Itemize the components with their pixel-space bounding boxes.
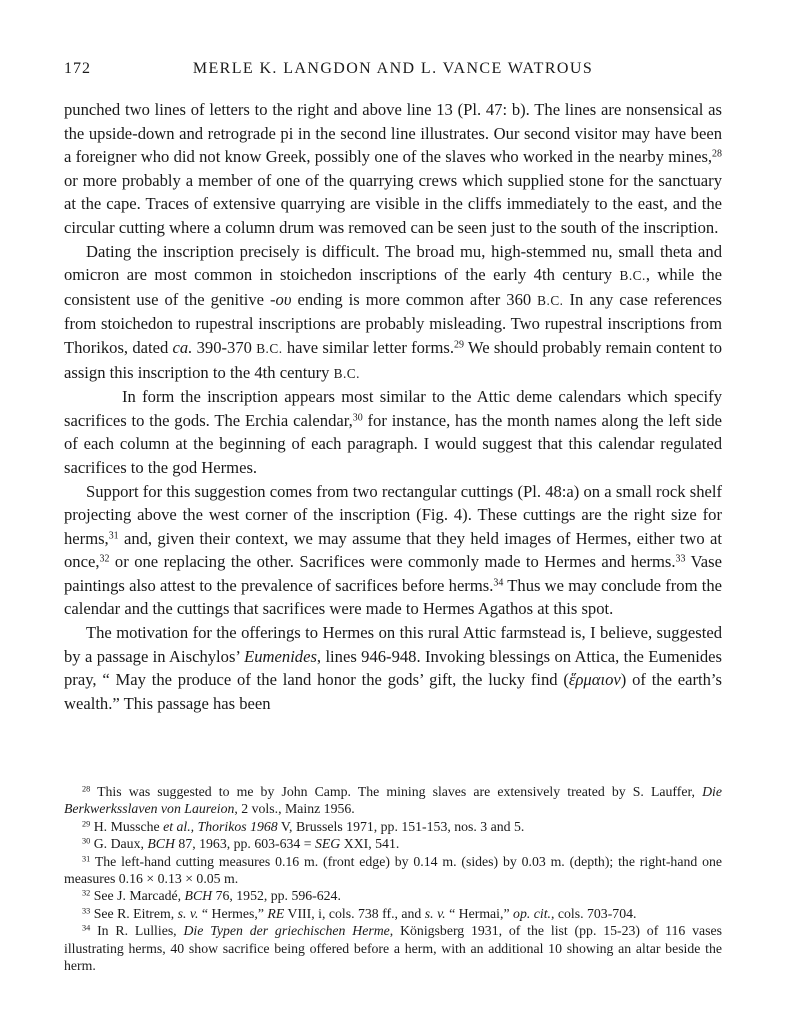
text-run: punched two lines of letters to the right and above line 13 (Pl. 47: b). The lines are nonsensical as the upside-down and retrograde pi in the second line illustrates. Our second visitor may have been a foreigner who did not know Greek, possibly one of the slaves who worked in the nearby mines, xyxy=(64,100,722,167)
text-run: Dating the inscription precisely is difficult. The broad mu, high-stemmed nu, small theta and omicron are most common in stoichedon inscriptions of the early 4th century xyxy=(64,241,722,285)
italic-text: SEG xyxy=(314,836,341,852)
paragraph xyxy=(64,98,722,240)
text-run: Thus we may conclude from the calendar and the cuttings that sacrifices were made to Hermes Agathos at this spot. xyxy=(64,575,722,619)
footnotes xyxy=(64,783,722,974)
text-run: and, given their context, we may assume that they held images of Hermes, either two at once, xyxy=(64,528,722,572)
text-run: This was suggested to me by John Camp. The mining slaves are extensively treated by S. Lauffer, xyxy=(90,784,703,799)
italic-text: Die Typen der griechischen Herme xyxy=(183,923,390,939)
paragraph xyxy=(64,621,722,715)
italic-text: BCH xyxy=(147,836,175,852)
footnote xyxy=(64,835,722,852)
running-title: MERLE K. LANGDON AND L. VANCE WATROUS xyxy=(192,60,594,77)
text-run: V, Brussels 1971, pp. 151-153, nos. 3 and 5. xyxy=(277,818,525,834)
italic-text: Eumenides xyxy=(244,646,317,666)
italic-text: -ου xyxy=(270,289,292,309)
text-run: In any case references from stoichedon to rupestral inscriptions are probably misleading. Two rupestral inscriptions from Thorikos, dated xyxy=(64,289,722,357)
text-run: , lines 946-948. Invoking blessings on Attica, the Eumenides pray, “ May the produce of the land honor the gods’ gift, the lucky find ( xyxy=(64,646,723,690)
text-run: 76, 1952, pp. 596-624. xyxy=(212,888,341,904)
footnote xyxy=(64,887,722,904)
footnote xyxy=(64,922,722,974)
text-run: ) of the earth’s wealth.” This passage has been xyxy=(64,670,722,713)
italic-text: et al., Thorikos 1968 xyxy=(163,818,278,834)
italic-text: s. v. xyxy=(424,905,446,921)
italic-text: Die Berkwerksslaven von Laureion xyxy=(64,784,722,817)
footnote-ref: 30 xyxy=(82,836,91,846)
text-run: VIII, i, cols. 738 ff., and xyxy=(284,905,425,921)
text-run: XXI, 541. xyxy=(340,836,400,852)
italic-text: ἕρμαιον xyxy=(568,670,621,690)
text-run: , Königsberg 1931, of the list (pp. 15-23) of 116 vases illustrating herms, 40 show sacrifice being offered before a herm, with an additional 10 showing an altar beside the herm. xyxy=(64,923,723,974)
small-caps-text: B.C. xyxy=(333,365,360,381)
paragraph xyxy=(64,385,722,479)
footnote-ref: 30 xyxy=(352,412,363,424)
text-run: The left-hand cutting measures 0.16 m. (front edge) by 0.14 m. (sides) by 0.03 m. (depth); the right-hand one measures 0.16 × 0.13 × 0.05 m. xyxy=(64,853,722,887)
text-run: “ Hermai,” xyxy=(445,905,514,921)
footnote xyxy=(64,783,722,818)
italic-text: s. v. xyxy=(177,905,199,921)
text-run: Vase paintings also attest to the prevalence of sacrifices before herms. xyxy=(64,552,722,595)
running-head xyxy=(64,60,722,84)
italic-text: BCH xyxy=(184,888,213,904)
text-run: , 2 vols., Mainz 1956. xyxy=(234,801,355,817)
footnote-ref: 32 xyxy=(82,888,91,898)
footnote-ref: 31 xyxy=(82,854,91,864)
text-run: See R. Eitrem, xyxy=(90,905,178,921)
text-run: The motivation for the offerings to Hermes on this rural Attic farmstead is, I believe, suggested by a passage in Aischylos’ xyxy=(64,623,722,666)
text-run: or more probably a member of one of the quarrying crews which supplied stone for the sanctuary at the cape. Traces of extensive quarrying are visible in the cliffs immediately to the east, and the circular cutting where a column drum was removed can be seen just to the south of the inscription. xyxy=(64,170,722,237)
text-run: ending is more common after 360 xyxy=(291,289,538,309)
footnote-ref: 32 xyxy=(99,553,110,565)
text-run: or one replacing the other. Sacrifices were commonly made to Hermes and herms. xyxy=(109,552,676,572)
italic-text: ca. xyxy=(172,337,193,357)
footnote xyxy=(64,818,722,835)
footnote-ref: 28 xyxy=(82,784,91,794)
small-caps-text: B.C. xyxy=(619,268,646,284)
footnote-ref: 33 xyxy=(675,553,686,565)
body-text xyxy=(64,98,722,715)
paragraph xyxy=(64,240,722,386)
italic-text: RE xyxy=(267,905,285,921)
footnote xyxy=(64,853,722,888)
italic-text: op. cit. xyxy=(513,905,551,921)
footnote-ref: 34 xyxy=(82,923,91,933)
text-run: We should probably remain content to assign this inscription to the 4th century xyxy=(64,337,722,382)
text-run: H. Mussche xyxy=(90,818,164,834)
text-run: In form the inscription appears most similar to the Attic deme calendars which specify sacrifices to the gods. The Erchia calendar, xyxy=(64,387,722,430)
footnote-ref: 31 xyxy=(108,530,119,542)
text-run: , while the consistent use of the genitive xyxy=(64,265,722,309)
text-run: have similar letter forms. xyxy=(282,337,454,357)
text-run: “ Hermes,” xyxy=(198,905,268,921)
footnote-ref: 33 xyxy=(82,906,91,916)
footnote-ref: 29 xyxy=(82,819,91,829)
text-run: , cols. 7⁠03-704. xyxy=(550,905,637,921)
text-run: for instance, has the month names along the left side of each column at the beginning of each paragraph. I would suggest that this calendar regulated sacrifices to the god Hermes. xyxy=(64,410,722,477)
footnote-ref: 28 xyxy=(712,148,722,160)
text-run: In R. Lullies, xyxy=(90,923,184,939)
text-run: G. Daux, xyxy=(90,836,148,852)
text-run: 390-370 xyxy=(192,337,257,357)
footnote xyxy=(64,905,722,922)
small-caps-text: B.C. xyxy=(256,340,283,356)
footnote-ref: 29 xyxy=(453,339,464,351)
text-run: See J. Marcadé, xyxy=(90,888,185,904)
page-number: 172 xyxy=(64,60,91,77)
paragraph xyxy=(64,480,722,622)
small-caps-text: B.C. xyxy=(537,292,564,308)
footnote-ref: 34 xyxy=(493,577,504,589)
text-run: Support for this suggestion comes from two rectangular cuttings (Pl. 48:a) on a small rock shelf projecting above the west corner of the inscription (Fig. 4). These cuttings are the right size for herms, xyxy=(64,481,722,548)
text-run: 87, 1963, pp. 603-634 = xyxy=(174,836,315,852)
